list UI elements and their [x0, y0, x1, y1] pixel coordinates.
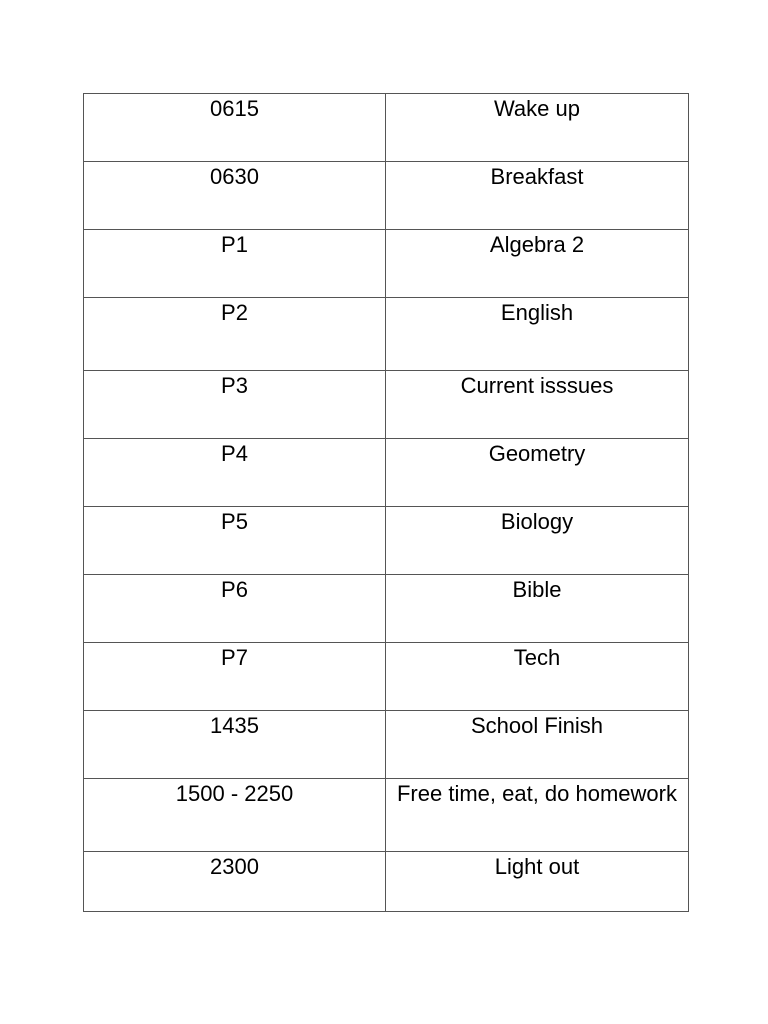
table-row [84, 162, 689, 230]
table-row [84, 298, 689, 371]
activity-cell: Tech [386, 643, 689, 711]
activity-cell: Wake up [386, 94, 689, 162]
time-cell: P7 [84, 643, 386, 711]
table-row [84, 575, 689, 643]
time-cell: 1435 [84, 711, 386, 779]
activity-cell: Bible [386, 575, 689, 643]
time-cell: P5 [84, 507, 386, 575]
activity-cell: School Finish [386, 711, 689, 779]
table-row [84, 507, 689, 575]
time-cell: P6 [84, 575, 386, 643]
table-row [84, 94, 689, 162]
table-row [84, 852, 689, 912]
time-cell: P2 [84, 298, 386, 371]
schedule-table [83, 93, 689, 912]
table-row [84, 643, 689, 711]
time-cell: 2300 [84, 852, 386, 912]
time-cell: 0615 [84, 94, 386, 162]
time-cell: P4 [84, 439, 386, 507]
table-row [84, 371, 689, 439]
activity-cell: Light out [386, 852, 689, 912]
table-row [84, 230, 689, 298]
table-row [84, 779, 689, 852]
activity-cell: Current isssues [386, 371, 689, 439]
time-cell: 1500 - 2250 [84, 779, 386, 852]
activity-cell: Geometry [386, 439, 689, 507]
time-cell: 0630 [84, 162, 386, 230]
time-cell: P3 [84, 371, 386, 439]
activity-cell: Free time, eat, do homework [386, 779, 689, 852]
table-row [84, 439, 689, 507]
activity-cell: Algebra 2 [386, 230, 689, 298]
activity-cell: Biology [386, 507, 689, 575]
table-row [84, 711, 689, 779]
time-cell: P1 [84, 230, 386, 298]
activity-cell: Breakfast [386, 162, 689, 230]
activity-cell: English [386, 298, 689, 371]
